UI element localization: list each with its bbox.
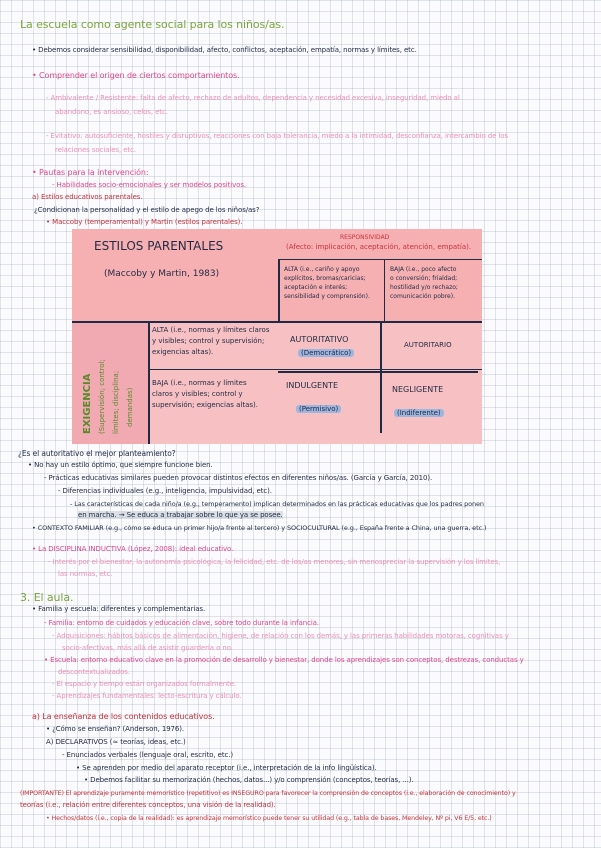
style-democratico: (Democrático) [298, 349, 354, 357]
baja-exig-2: claros y visibles; control y [152, 390, 243, 398]
alta-resp-1: ALTA (i.e., cariño y apoyo [284, 266, 360, 273]
alta-resp-3: aceptación e interés; [284, 284, 348, 291]
table-divider [148, 369, 482, 370]
style-permisivo: (Permisivo) [296, 405, 341, 413]
responsividad-sub: (Afecto: implicación, aceptación, atención, empatía). [286, 243, 472, 251]
baja-exig-3: supervisión; exigencias altas). [152, 401, 258, 409]
style-autoritario: AUTORITARIO [404, 341, 452, 349]
style-indulgente: INDULGENTE [286, 381, 338, 390]
table-divider [384, 259, 385, 321]
table-author: (Maccoby y Martin, 1983) [104, 269, 220, 279]
text-line: • Debemos considerar sensibilidad, disponibilidad, afecto, conflictos, aceptación, empatía, normas y límites, etc. [32, 46, 417, 54]
section-heading: La escuela como agente social para los niños/as. [20, 18, 285, 31]
baja-resp-2: o conversión; frialdad; [390, 275, 458, 282]
alta-exig-2: y visibles; control y supervisión; [152, 337, 265, 345]
text-line: A) DECLARATIVOS (≈ teorías, ideas, etc.) [46, 738, 186, 746]
table-title: ESTILOS PARENTALES [94, 239, 224, 253]
text-line: • Maccoby (temperamental) y Martin (estilos parentales). [46, 218, 243, 226]
style-indiferente: (Indiferente) [394, 409, 444, 417]
table-divider [72, 321, 482, 323]
style-negligente: NEGLIGENTE [392, 385, 444, 394]
exigencia-sub-3: demandas) [126, 387, 134, 427]
text-line: • Hechos/datos (i.e., copia de la realidad): es aprendizaje memorístico puede tener su utilidad (e.g., tabla de bases, Mendeley, Nº pi, V6 E/5, etc.) [46, 815, 492, 822]
y-arrow [380, 321, 382, 433]
table-divider [148, 321, 150, 444]
exigencia-label: EXIGENCIA [82, 373, 93, 434]
text-line: - El espacio y tiempo están organizados formalmente. [52, 680, 237, 688]
text-line: teorías (i.e., relación entre diferentes conceptos, una visión de la realidad). [20, 801, 276, 809]
text-line: en marcha. → Se educa a trabajar sobre lo que ya se posee. [78, 511, 283, 519]
text-line: • La DISCIPLINA INDUCTIVA (López, 2008): ideal educativo. [32, 545, 234, 553]
text-line: • Escuela: entorno educativo clave en la promoción de desarrollo y bienestar, donde los aprendizajes son conceptos, destrezas, conductas y [44, 656, 524, 664]
table-divider [278, 259, 482, 260]
baja-resp-4: comunicación pobre). [390, 293, 455, 300]
section-heading: 3. El aula. [20, 591, 74, 604]
parenting-styles-table [72, 229, 482, 444]
bullet-heading: • Comprender el origen de ciertos comportamientos. [32, 71, 240, 80]
question-line: ¿Es el autoritativo el mejor planteamiento? [18, 449, 176, 458]
table-divider [278, 259, 280, 321]
text-line: - Interés por el bienestar, la autonomía psicológica, la felicidad, etc. de los/as menores, sin menospreciar la supervisión y los límites, [48, 558, 501, 566]
text-line: relaciones sociales, etc. [55, 146, 136, 154]
text-line: - Ambivalente / Resistente: falta de afecto, rechazo de adultos, dependencia y necesidad excesiva, inseguridad, miedo al [46, 94, 460, 102]
responsividad-header: RESPONSIVIDAD [340, 234, 390, 241]
bullet-heading: • Pautas para la intervención: [32, 168, 149, 177]
text-line: • Se aprenden por medio del aparato receptor (i.e., interpretación de la info lingüística). [76, 764, 377, 772]
baja-exig-1: BAJA (i.e., normas y límites [152, 379, 247, 387]
alta-resp-2: explícitos, bromas/caricias; [284, 275, 366, 282]
text-line: - Diferencias individuales (e.g., inteligencia, impulsividad, etc). [58, 487, 272, 495]
text-line: • No hay un estilo óptimo, que siempre funcione bien. [28, 461, 213, 469]
alta-exig-1: ALTA (i.e., normas y límites claros [152, 326, 270, 334]
text-line: socio-afectivas, más allá de asistir guardería o no. [62, 644, 233, 652]
baja-resp-3: hostilidad y/o rechazo; [390, 284, 458, 291]
alta-resp-4: sensibilidad y comprensión). [284, 293, 370, 300]
text-line: • Debemos facilitar su memorización (hechos, datos...) y/o comprensión (conceptos, teorías, ...). [84, 776, 414, 784]
exigencia-sub-2: límites; disciplina; [112, 370, 120, 434]
text-line: descontextualizados. [58, 668, 130, 676]
text-line: - Familia: entorno de cuidados y educación clave, sobre todo durante la infancia. [44, 619, 319, 627]
text-line: • Familia y escuela: diferentes y complementarias. [32, 605, 206, 613]
text-line: - Adquisiciones: hábitos básicos de alimentación, higiene, de relación con los demás, y las primeras habilidades motoras, cognitivas y [52, 632, 509, 640]
text-line: - Aprendizajes fundamentales: lecto-escritura y cálculo. [52, 692, 242, 700]
x-arrow [278, 371, 478, 373]
sub-heading: a) Estilos educativos parentales. [32, 193, 143, 201]
text-line: - Habilidades socio-emocionales y ser modelos positivos. [52, 181, 247, 189]
text-line: - Enunciados verbales (lenguaje oral, escrito, etc.) [62, 751, 234, 759]
baja-resp-1: BAJA (i.e., poco afecto [390, 266, 457, 273]
text-line: - Las características de cada niño/a (e.g., temperamento) implican determinados en las prácticas educativas que los padres ponen [70, 500, 484, 508]
question-line: ¿Condicionan la personalidad y el estilo de apego de los niños/as? [34, 206, 260, 214]
sub-heading: a) La enseñanza de los contenidos educativos. [32, 712, 215, 721]
text-line: • ¿Cómo se enseñan? (Anderson, 1976). [46, 725, 185, 733]
text-line: - Prácticas educativas similares pueden provocar distintos efectos en diferentes niños/as. (García y García, 2010). [44, 474, 433, 482]
text-line: abandono, es ansioso, celos, etc. [55, 108, 168, 116]
exigencia-sub-1: (Supervisión; control; [98, 359, 106, 434]
text-line: • CONTEXTO FAMILIAR (e.g., cómo se educa un primer hijo/a frente al tercero) y SOCIOCULTURAL (e.g., España frente a China, una guerra, etc.) [32, 524, 487, 532]
text-line: las normas, etc. [58, 570, 113, 578]
text-line: - Evitativo: autosuficiente, hostiles y disruptivos, reacciones con baja tolerancia, miedo a la intimidad, desconfianza, intercambio de los [46, 132, 509, 140]
text-line: (IMPORTANTE) El aprendizaje puramente memorístico (repetitivo) es INSEGURO para favorecer la comprensión de conceptos (i.e., elaboración de conocimiento) y [20, 790, 516, 797]
style-autoritativo: AUTORITATIVO [290, 335, 349, 344]
alta-exig-3: exigencias altas). [152, 348, 214, 356]
